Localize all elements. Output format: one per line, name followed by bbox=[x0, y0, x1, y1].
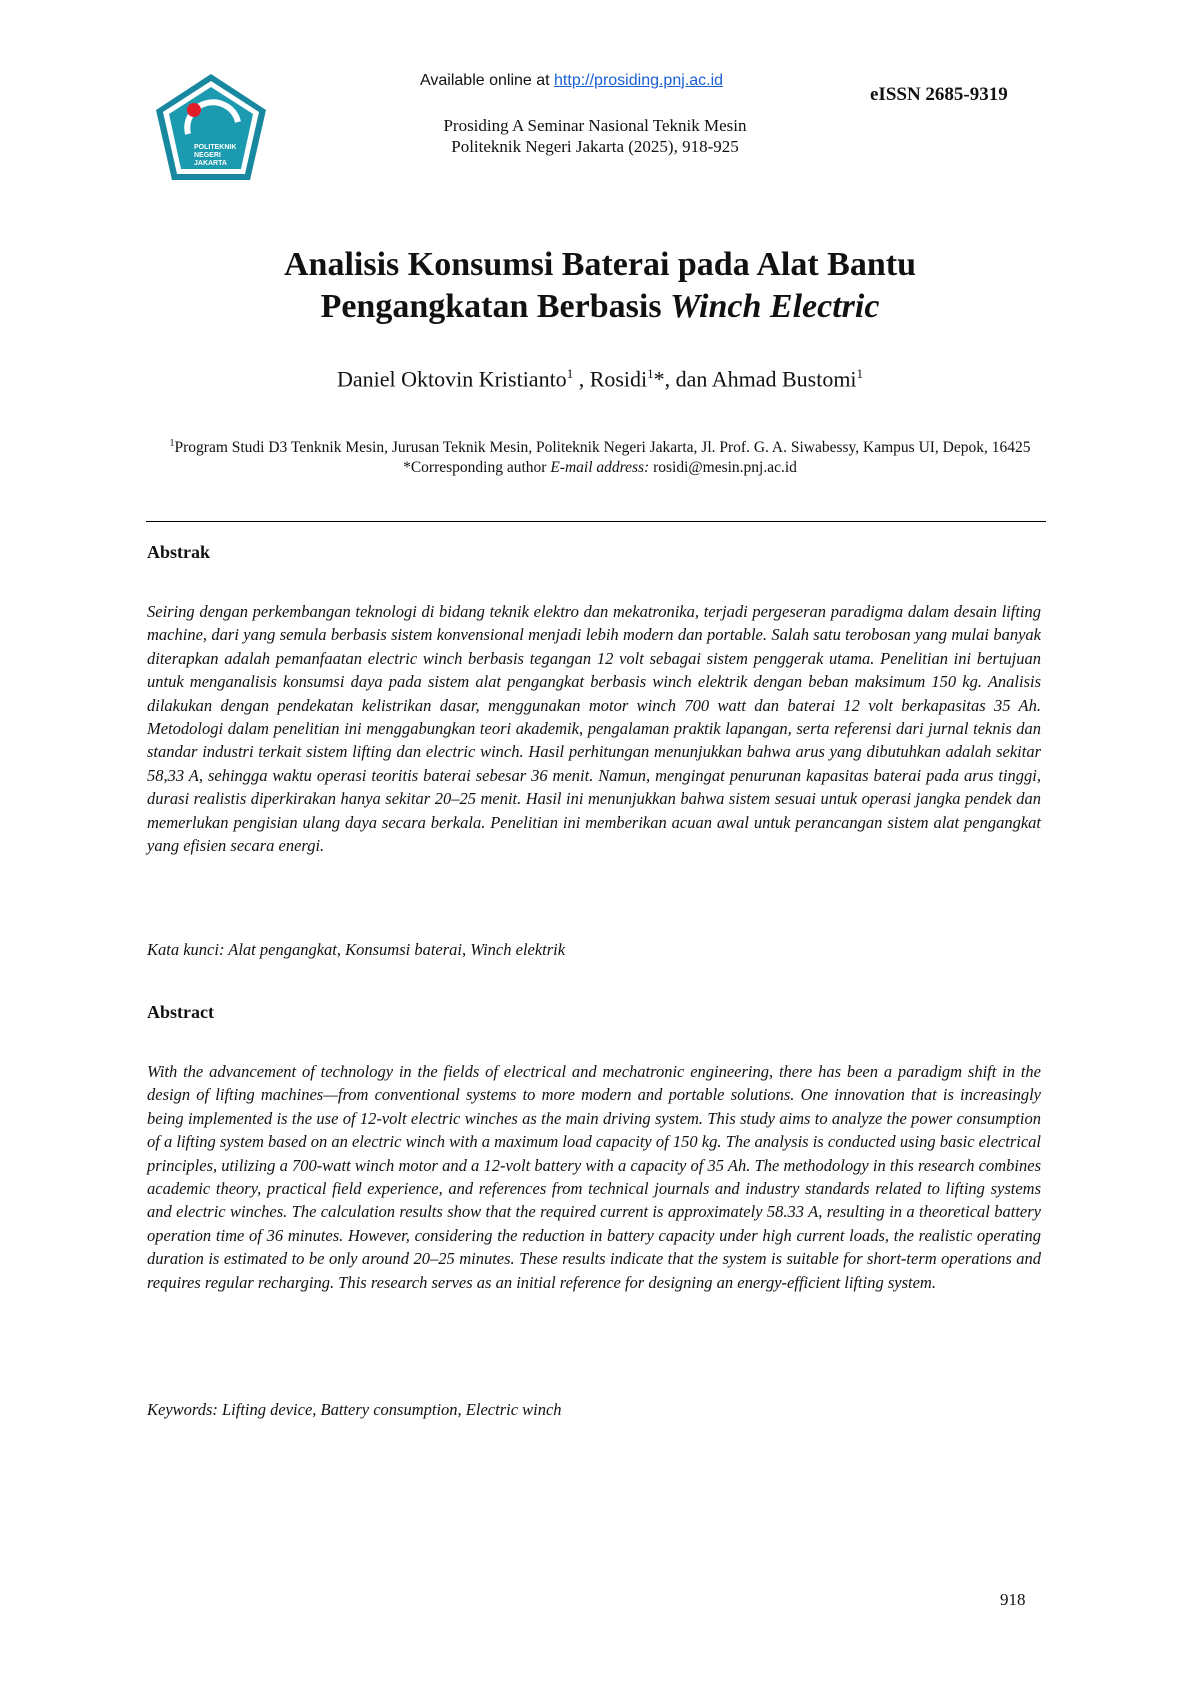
paper-title-line2 bbox=[150, 286, 1050, 328]
author-1-affil: 1 bbox=[566, 366, 574, 381]
author-2-affil: 1 bbox=[647, 366, 654, 381]
page-number: 918 bbox=[1000, 1590, 1026, 1609]
author-3: *, dan Ahmad Bustomi bbox=[653, 366, 857, 392]
email-label: E-mail address: bbox=[550, 459, 650, 477]
paper-title-line1: Analisis Konsumsi Baterai pada Alat Bantu bbox=[284, 246, 916, 283]
proceedings-title: Prosiding A Seminar Nasional Teknik Mesin bbox=[443, 116, 747, 135]
corresponding-prefix: *Corresponding author bbox=[403, 459, 551, 477]
logo-text-line2: NEGERI bbox=[194, 152, 221, 159]
eissn: eISSN 2685-9319 bbox=[870, 84, 1008, 105]
affiliation-text: Program Studi D3 Tenknik Mesin, Jurusan Teknik Mesin, Politeknik Negeri Jakarta, Jl. Prof. G. A. Siwabessy, Kampus UI, Depok, 16425 bbox=[174, 439, 1031, 457]
available-prefix: Available online at bbox=[420, 72, 555, 89]
logo-text-line1: POLITEKNIK bbox=[194, 144, 237, 151]
corresponding-author bbox=[148, 458, 1052, 478]
abstract-heading: Abstract bbox=[147, 1002, 214, 1022]
abstrak-body: Seiring dengan perkembangan teknologi di bidang teknik elektro dan mekatronika, terjadi pergeseran paradigma dalam desain lifting machine, dari yang semula berbasis sistem konvensional menjadi lebih modern dan portable. Salah satu terobosan yang mulai banyak diterapkan adalah pemanfaatan electric winch berbasis tegangan 12 volt sebagai sistem penggerak utama. Penelitian ini bertujuan untuk menganalisis konsumsi daya pada sistem alat pengangkat berbasis winch elektrik dengan beban maksimum 150 kg. Analisis dilakukan dengan pendekatan kelistrikan dasar, menggunakan motor winch 700 watt dan baterai 12 volt berkapasitas 35 Ah. Metodologi dalam penelitian ini menggabungkan teori akademik, pengalaman praktik lapangan, serta referensi dari jurnal teknis dan standar industri terkait sistem lifting dan electric winch. Hasil perhitungan menunjukkan bahwa arus yang dibutuhkan adalah sekitar 58,33 A, sehingga waktu operasi teoritis baterai sebesar 36 menit. Namun, mengingat penurunan kapasitas baterai pada arus tinggi, durasi realistis diperkirakan hanya sekitar 20–25 menit. Hasil ini menunjukkan bahwa sistem sesuai untuk operasi jangka pendek dan memerlukan pengisian ulang daya secara berkala. Penelitian ini memberikan acuan awal untuk perancangan sistem alat pengangkat yang efisien secara energi. bbox=[147, 602, 1041, 856]
abstract-body: With the advancement of technology in the fields of electrical and mechatronic engineering, there has been a paradigm shift in the design of lifting machines—from conventional systems to more modern and portable solutions. One innovation that is increasingly being implemented is the use of 12-volt electric winches as the main driving system. This study aims to analyze the power consumption of a lifting system based on an electric winch with a maximum load capacity of 150 kg. The analysis is conducted using basic electrical principles, utilizing a 700-watt winch motor and a 12-volt battery with a capacity of 35 Ah. The methodology in this research combines academic theory, practical field experience, and references from technical journals and industry standards related to lifting systems and electric winches. The calculation results show that the required current is approximately 58.33 A, resulting in a theoretical battery operation time of 36 minutes. However, considering the reduction in battery capacity under high current loads, the realistic operating duration is estimated to be only around 20–25 minutes. These results indicate that the system is suitable for short-term operations and requires regular recharging. This research serves as an initial reference for designing an energy-efficient lifting system. bbox=[147, 1062, 1041, 1292]
kata-kunci: Kata kunci: Alat pengangkat, Konsumsi baterai, Winch elektrik bbox=[147, 940, 566, 959]
proceedings-institution: Politeknik Negeri Jakarta (2025), 918-925 bbox=[451, 137, 739, 156]
abstrak-heading: Abstrak bbox=[147, 542, 211, 562]
affiliation bbox=[148, 434, 1052, 478]
author-2: , Rosidi bbox=[573, 366, 648, 392]
affiliation-address bbox=[148, 434, 1052, 458]
proceedings-link[interactable]: http://prosiding.pnj.ac.id bbox=[554, 72, 724, 89]
keywords: Keywords: Lifting device, Battery consumption, Electric winch bbox=[147, 1400, 562, 1419]
available-online bbox=[420, 72, 770, 90]
paper-title-regular: Pengangkatan Berbasis bbox=[320, 288, 671, 325]
politeknik-negeri-jakarta-logo bbox=[152, 72, 270, 184]
author-3-affil: 1 bbox=[856, 366, 864, 381]
logo-text-line3: JAKARTA bbox=[194, 160, 227, 167]
header-divider bbox=[146, 521, 1046, 522]
paper-title-italic: Winch Electric bbox=[670, 288, 880, 325]
logo-red-dot bbox=[187, 103, 201, 117]
authors bbox=[150, 366, 1050, 392]
affiliation-marker: 1 bbox=[169, 438, 175, 449]
corresponding-email: rosidi@mesin.pnj.ac.id bbox=[649, 459, 797, 477]
author-1: Daniel Oktovin Kristianto bbox=[336, 366, 567, 392]
paper-title bbox=[150, 244, 1050, 328]
